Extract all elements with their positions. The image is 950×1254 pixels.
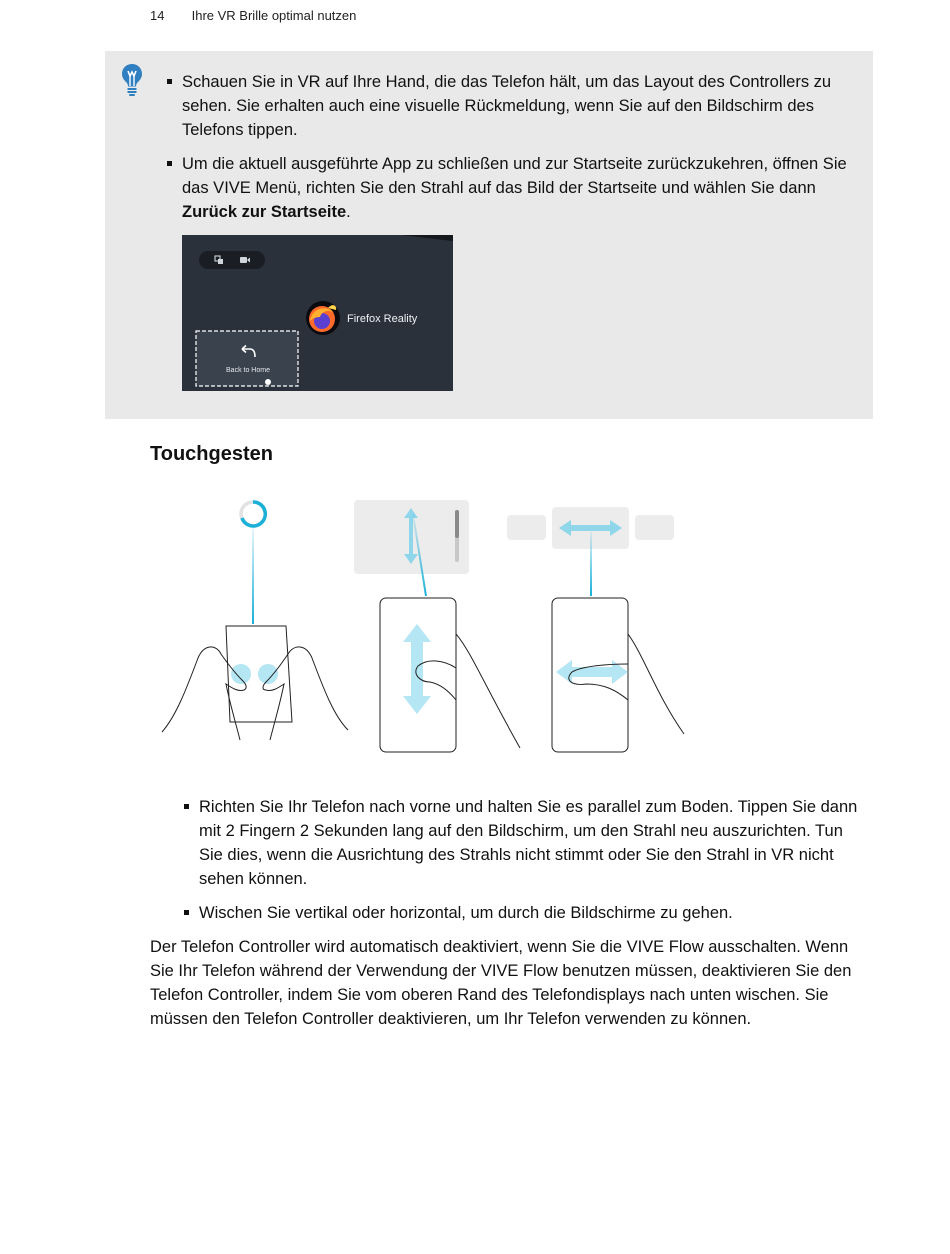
page-number: 14	[150, 8, 165, 23]
tip-box	[105, 51, 873, 419]
gesture-bullet-2: Wischen Sie vertikal oder horizontal, um durch die Bildschirme zu gehen.	[199, 901, 867, 925]
back-to-home-card	[196, 331, 298, 386]
page-header	[150, 8, 356, 23]
pointer-dot	[265, 379, 271, 385]
touch-gestures-illustration	[158, 494, 688, 756]
gesture-bullet-list	[199, 795, 867, 935]
app-label: Firefox Reality	[347, 313, 418, 325]
vertical-swipe-gesture	[354, 500, 520, 752]
firefox-reality-icon	[306, 301, 340, 335]
gesture-bullet-1: Richten Sie Ihr Telefon nach vorne und halten Sie es parallel zum Boden. Tippen Sie dann mit 2 Fingern 2 Sekunden lang auf den Bildschirm, um den Strahl neu auszurichten. Tun Sie dies, wenn die Ausrichtung des Strahls nicht stimmt oder Sie den Strahl in VR nicht sehen können.	[199, 795, 867, 891]
back-to-home-text: Back to Home	[226, 367, 270, 374]
tip-list	[182, 70, 852, 234]
section-title: Touchgesten	[150, 443, 273, 465]
tip-bullet-2: Um die aktuell ausgeführte App zu schließen und zur Startseite zurückzukehren, öffnen Sie das VIVE Menü, richten Sie den Strahl auf das Bild der Startseite und wählen Sie dann Zurück zur Startseite.	[182, 152, 852, 224]
lightbulb-icon	[121, 63, 143, 97]
body-paragraph: Der Telefon Controller wird automatisch deaktiviert, wenn Sie die VIVE Flow ausschalten. Wenn Sie Ihr Telefon während der Verwendung der VIVE Flow benutzen müssen, deaktivieren Sie den Telefon Controller, indem Sie vom oberen Rand des Telefondisplays nach unten wischen. Sie müssen den Telefon Controller deaktivieren, um Ihr Telefon verwenden zu können.	[150, 938, 852, 1028]
vr-home-screenshot	[182, 235, 453, 391]
running-title: Ihre VR Brille optimal nutzen	[191, 8, 357, 23]
tip-bullet-1: Schauen Sie in VR auf Ihre Hand, die das Telefon hält, um das Layout des Controllers zu sehen. Sie erhalten auch eine visuelle Rückmeldung, wenn Sie auf den Bildschirm des Telefons tippen.	[182, 70, 852, 142]
horizontal-swipe-gesture	[507, 507, 684, 752]
vr-toolbar	[199, 251, 265, 269]
back-to-home-label: Zurück zur Startseite	[182, 203, 347, 221]
recenter-gesture	[162, 502, 348, 740]
